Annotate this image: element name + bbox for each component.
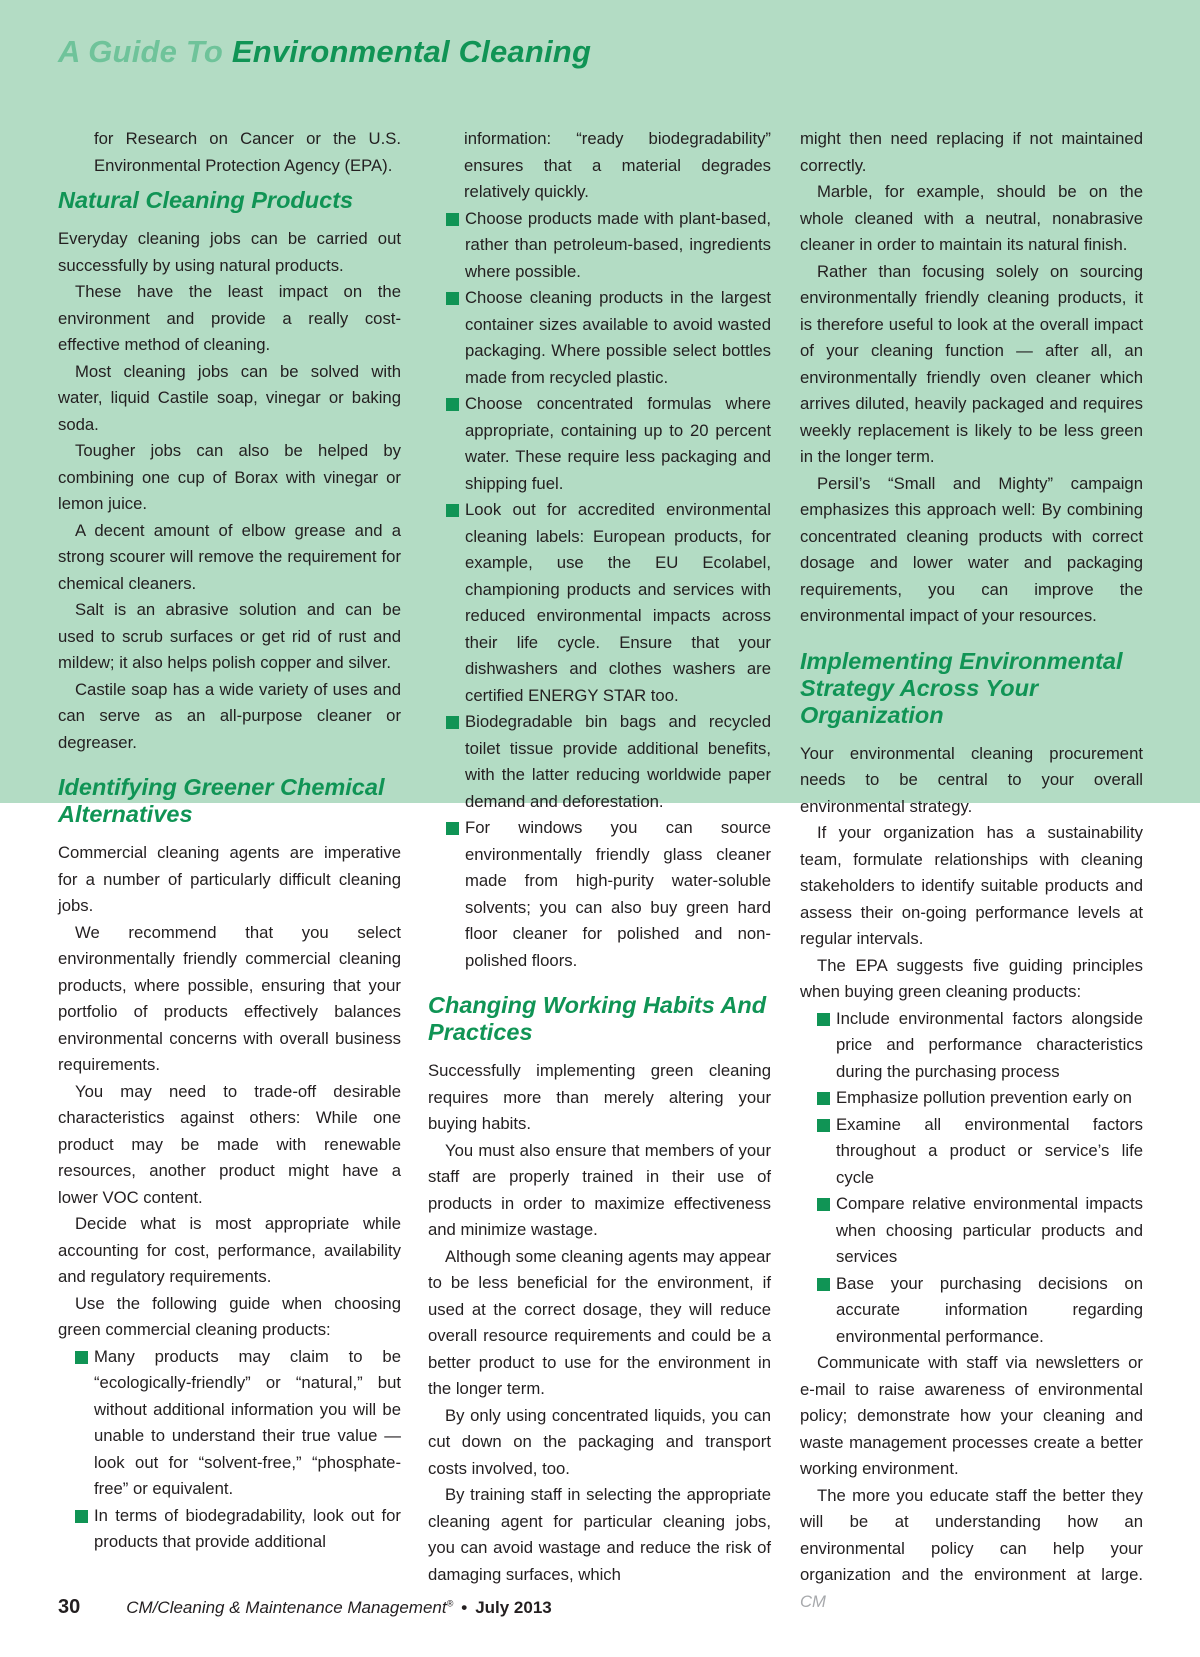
heading-natural-cleaning: Natural Cleaning Products [58, 187, 354, 213]
paragraph: Successfully implementing green cleaning requires more than merely altering your buying habits. [428, 1061, 771, 1133]
heading-implementing-strategy: Implementing Environmental Strategy Across Your Organization [800, 647, 1123, 728]
issue-date: July 2013 [475, 1598, 552, 1617]
paragraph: Marble, for example, should be on the whole cleaned with a neutral, nonabrasive cleaner in order to maintain its natural finish. [800, 182, 1143, 254]
title-main: Environmental Cleaning [231, 34, 592, 69]
paragraph: A decent amount of elbow grease and a strong scourer will remove the requirement for chemical cleaners. [58, 520, 401, 593]
paragraph: Communicate with staff via newsletters or e-mail to raise awareness of environmental policy; demonstrate how your cleaning and waste management processes create a better working environment. [800, 1353, 1143, 1478]
list-item: Look out for accredited environmental cleaning labels: European products, for example, use the EU Ecolabel, championing products and services with reduced environmental impacts across their life cycle. Ensure that your dishwashers and clothes washers are certified ENERGY STAR too. [428, 497, 771, 709]
list-item: Biodegradable bin bags and recycled toilet tissue provide additional benefits, with the latter reducing worldwide paper demand and deforestation. [428, 709, 771, 815]
bullet-square-icon [817, 1198, 830, 1211]
list-item: In terms of biodegradability, look out for products that provide additional [58, 1503, 401, 1556]
publication-name: CM/Cleaning & Maintenance Management [126, 1598, 447, 1617]
paragraph: By only using concentrated liquids, you can cut down on the packaging and transport costs involved, too. [428, 1405, 771, 1478]
bullet-square-icon [817, 1278, 830, 1291]
paragraph: might then need replacing if not maintained correctly. [800, 129, 1143, 175]
bullet-square-icon [817, 1119, 830, 1132]
paragraph: Rather than focusing solely on sourcing environmentally friendly cleaning products, it is therefore useful to look at the overall impact of your cleaning function — after all, an environmentally friendly oven cleaner which arrives diluted, heavily packaged and requires weekly replacement is likely to be less green in the longer term. [800, 261, 1143, 466]
bullet-square-icon [817, 1092, 830, 1105]
list-item: Compare relative environmental impacts when choosing particular products and services [800, 1191, 1143, 1271]
list-item: Include environmental factors alongside price and performance characteristics during the purchasing process [800, 1006, 1143, 1086]
column-1 [58, 126, 401, 1556]
list-item: Examine all environmental factors throughout a product or service’s life cycle [800, 1112, 1143, 1192]
list-item: Base your purchasing decisions on accurate information regarding environmental performance. [800, 1271, 1143, 1351]
footer-separator: • [461, 1598, 468, 1617]
bullet-square-icon [446, 398, 459, 411]
paragraph: Decide what is most appropriate while accounting for cost, performance, availability and regulatory requirements. [58, 1214, 401, 1286]
paragraph: By training staff in selecting the appropriate cleaning agent for particular cleaning jobs, you can avoid wastage and reduce the risk of damaging surfaces, which [428, 1485, 771, 1584]
paragraph: information: “ready biodegradability” ensures that a material degrades relatively quickly. [464, 129, 771, 201]
paragraph: Commercial cleaning agents are imperative for a number of particularly difficult cleaning jobs. [58, 843, 401, 915]
list-item: For windows you can source environmentally friendly glass cleaner made from high-purity water-soluble solvents; you can also buy green hard floor cleaner for polished and non-polished floors. [428, 815, 771, 974]
paragraph: for Research on Cancer or the U.S. Environmental Protection Agency (EPA). [94, 129, 401, 175]
bullet-square-icon [75, 1510, 88, 1523]
column-2 [428, 126, 771, 1588]
bullet-square-icon [817, 1013, 830, 1026]
paragraph [800, 1483, 1143, 1616]
column-3 [800, 126, 1143, 1615]
paragraph: We recommend that you select environmentally friendly commercial cleaning products, where possible, ensuring that your portfolio of products effectively balances environmental concerns with overall business requirements. [58, 922, 401, 1074]
list-item: Many products may claim to be “ecologically-friendly” or “natural,” but without additional information you will be unable to understand their true value — look out for “solvent-free,” “phosphate-free” or equivalent. [58, 1344, 401, 1503]
paragraph: If your organization has a sustainability team, formulate relationships with cleaning stakeholders to identify suitable products and assess their on-going performance levels at regular intervals. [800, 823, 1143, 948]
paragraph: Tougher jobs can also be helped by combining one cup of Borax with vinegar or lemon juice. [58, 441, 401, 513]
paragraph: These have the least impact on the environment and provide a really cost-effective method of cleaning. [58, 282, 401, 354]
registered-mark: ® [446, 1598, 454, 1609]
list-item: Choose concentrated formulas where appropriate, containing up to 20 percent water. These require less packaging and shipping fuel. [428, 391, 771, 497]
bullet-square-icon [75, 1351, 88, 1364]
paragraph: Although some cleaning agents may appear to be less beneficial for the environment, if used at the correct dosage, they will reduce overall resource requirements and could be a better product to use for the environment in the longer term. [428, 1246, 771, 1398]
paragraph: Everyday cleaning jobs can be carried out successfully by using natural products. [58, 229, 401, 275]
heading-changing-habits: Changing Working Habits And Practices [428, 992, 767, 1045]
paragraph: You must also ensure that members of your staff are properly trained in their use of products in order to maximize effectiveness and minimize wastage. [428, 1140, 771, 1239]
bullet-list [428, 206, 771, 975]
paragraph: The EPA suggests five guiding principles when buying green cleaning products: [800, 955, 1143, 1001]
paragraph: Castile soap has a wide variety of uses and can serve as an all-purpose cleaner or degreaser. [58, 679, 401, 752]
paragraph: Persil’s “Small and Mighty” campaign emphasizes this approach well: By combining concentrated cleaning products with correct dosage and lower water and packaging requirements, you can improve the environmental impact of your resources. [800, 473, 1143, 625]
paragraph: Salt is an abrasive solution and can be used to scrub surfaces or get rid of rust and mildew; it also helps polish copper and silver. [58, 600, 401, 672]
end-mark: CM [800, 1591, 826, 1611]
paragraph: Most cleaning jobs can be solved with water, liquid Castile soap, vinegar or baking soda. [58, 361, 401, 434]
page-title [58, 34, 591, 70]
bullet-square-icon [446, 822, 459, 835]
page-footer [58, 1596, 552, 1619]
paragraph: Use the following guide when choosing green commercial cleaning products: [58, 1293, 401, 1339]
closing-text: The more you educate staff the better they will be at understanding how an environmental policy can help your organization and the environment at large. [800, 1485, 1143, 1584]
title-prefix: A Guide To [58, 34, 232, 69]
bullet-list [58, 1344, 401, 1556]
bullet-square-icon [446, 504, 459, 517]
list-item: Emphasize pollution prevention early on [800, 1085, 1143, 1112]
bullet-square-icon [446, 213, 459, 226]
bullet-square-icon [446, 292, 459, 305]
heading-greener-alternatives: Identifying Greener Chemical Alternatives [58, 774, 385, 827]
page-number: 30 [58, 1596, 81, 1618]
bullet-list [800, 1006, 1143, 1351]
paragraph: Your environmental cleaning procurement needs to be central to your overall environmental strategy. [800, 743, 1143, 816]
list-item: Choose products made with plant-based, rather than petroleum-based, ingredients where possible. [428, 206, 771, 286]
bullet-square-icon [446, 716, 459, 729]
list-item: Choose cleaning products in the largest container sizes available to avoid wasted packaging. Where possible select bottles made from recycled plastic. [428, 285, 771, 391]
paragraph: You may need to trade-off desirable characteristics against others: While one product may be made with renewable resources, another product might have a lower VOC content. [58, 1081, 401, 1207]
